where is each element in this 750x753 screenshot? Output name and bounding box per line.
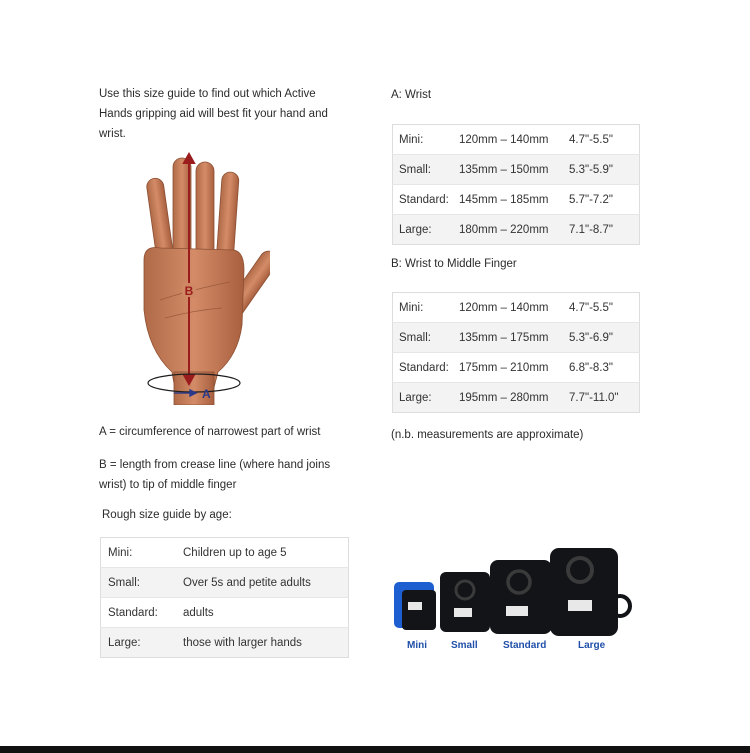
size-cell: Standard: xyxy=(393,185,460,215)
size-cell: Large: xyxy=(101,628,184,658)
inch-cell: 7.7"-11.0" xyxy=(569,383,640,413)
size-cell: Standard: xyxy=(101,598,184,628)
glove-label-small: Small xyxy=(451,640,478,651)
bottom-border xyxy=(0,746,750,753)
inch-cell: 4.7"-5.5" xyxy=(569,133,613,146)
size-cell: Large: xyxy=(393,383,460,413)
size-cell: Mini: xyxy=(399,301,424,314)
finger-table xyxy=(392,292,640,413)
mm-cell: 175mm – 210mm xyxy=(459,353,569,383)
table-row xyxy=(393,383,640,413)
size-cell: Small: xyxy=(393,323,460,353)
inch-cell: 7.1"-8.7" xyxy=(569,215,640,245)
definition-b: B = length from crease line (where hand joins wrist) to tip of middle finger xyxy=(99,459,331,491)
mm-cell: 180mm – 220mm xyxy=(459,215,569,245)
mm-cell: 135mm – 175mm xyxy=(459,323,569,353)
size-cell: Mini: xyxy=(108,546,133,559)
hand-illustration xyxy=(130,150,270,405)
glove-large xyxy=(550,548,630,636)
mm-cell: 120mm – 140mm xyxy=(459,301,549,314)
glove-label-standard: Standard xyxy=(503,640,547,651)
age-cell: those with larger hands xyxy=(183,628,349,658)
age-guide-title: Rough size guide by age: xyxy=(102,509,232,521)
table-row xyxy=(101,628,349,658)
inch-cell: 5.3"-5.9" xyxy=(569,155,640,185)
label-b: B xyxy=(184,284,194,298)
table-row xyxy=(393,323,640,353)
mm-cell: 145mm – 185mm xyxy=(459,185,569,215)
mm-cell: 195mm – 280mm xyxy=(459,383,569,413)
age-guide-table xyxy=(100,537,349,658)
inch-cell: 6.8"-8.3" xyxy=(569,353,640,383)
size-cell: Mini: xyxy=(399,133,424,146)
age-cell: adults xyxy=(183,598,349,628)
inch-cell: 4.7"-5.5" xyxy=(569,301,613,314)
size-cell: Standard: xyxy=(393,353,460,383)
mm-cell: 135mm – 150mm xyxy=(459,155,569,185)
table-row xyxy=(101,598,349,628)
table-row xyxy=(393,125,640,155)
glove-mini xyxy=(394,582,436,630)
table-row xyxy=(393,185,640,215)
age-cell: Children up to age 5 xyxy=(183,546,287,559)
glove-label-mini: Mini xyxy=(407,640,427,651)
size-cell: Small: xyxy=(101,568,184,598)
size-cell: Large: xyxy=(393,215,460,245)
table-row xyxy=(101,538,349,568)
finger-title: B: Wrist to Middle Finger xyxy=(391,258,517,270)
glove-label-large: Large xyxy=(578,640,606,651)
table-row xyxy=(101,568,349,598)
wrist-table xyxy=(392,124,640,245)
inch-cell: 5.3"-6.9" xyxy=(569,323,640,353)
size-cell: Small: xyxy=(393,155,460,185)
table-row xyxy=(393,215,640,245)
table-row xyxy=(393,293,640,323)
age-cell: Over 5s and petite adults xyxy=(183,568,349,598)
glove-small xyxy=(440,572,490,632)
table-row xyxy=(393,155,640,185)
wrist-title: A: Wrist xyxy=(391,89,432,101)
intro-text: Use this size guide to find out which Active Hands gripping aid will best fit your hand and wrist. xyxy=(99,88,328,140)
glove-standard xyxy=(490,560,552,634)
table-row xyxy=(393,353,640,383)
approximate-note: (n.b. measurements are approximate) xyxy=(391,429,584,441)
definition-a: A = circumference of narrowest part of wrist xyxy=(99,426,321,438)
label-a: A xyxy=(202,387,211,401)
mm-cell: 120mm – 140mm xyxy=(459,133,549,146)
inch-cell: 5.7"-7.2" xyxy=(569,185,640,215)
